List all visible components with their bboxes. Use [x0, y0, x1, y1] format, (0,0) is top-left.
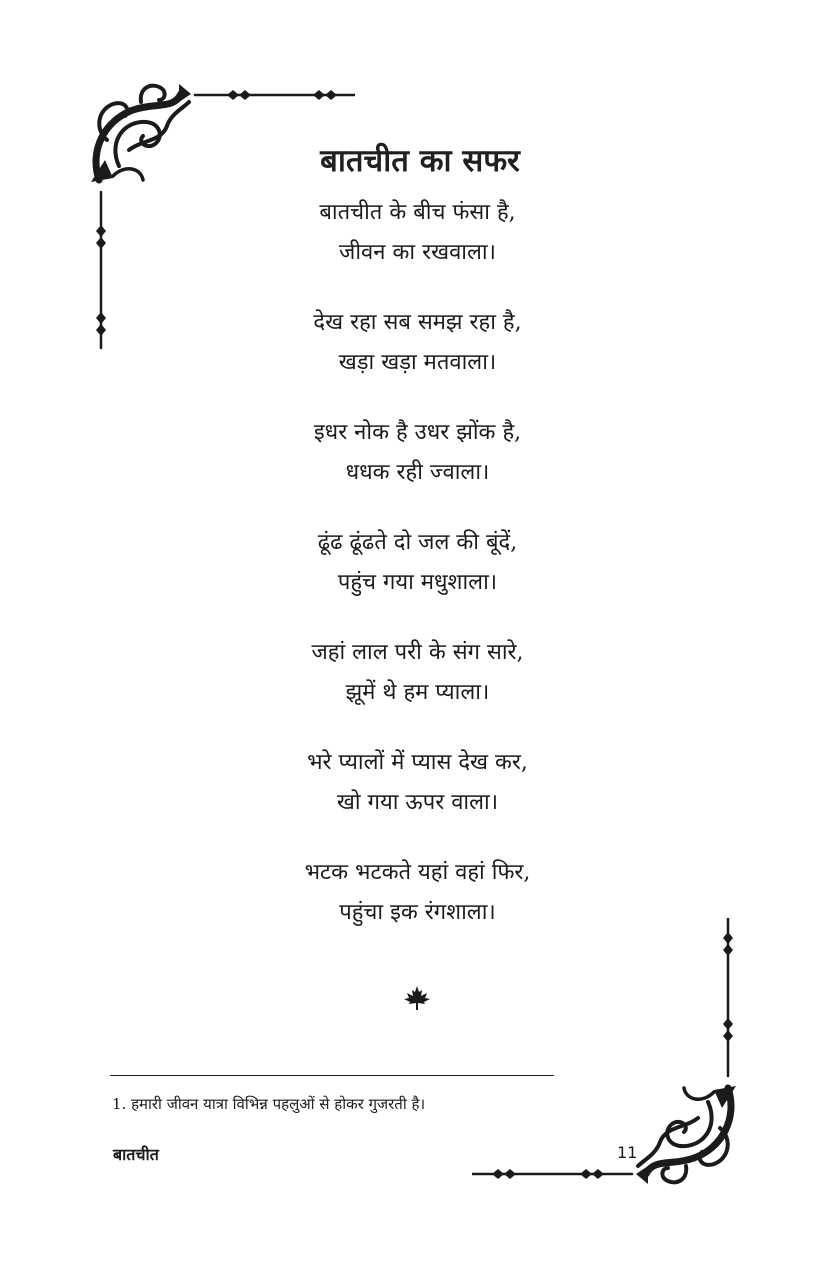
footnote: 1. हमारी जीवन यात्रा विभिन्न पहलुओं से होकर गुजरती है। — [112, 1095, 426, 1113]
poem-line: इधर नोक है उधर झोंक है, — [313, 420, 522, 445]
running-head: बातचीत — [113, 1145, 159, 1164]
poem-body — [240, 193, 595, 963]
poem-line: भरे प्यालों में प्यास देख कर, — [307, 750, 528, 775]
poem-line: धधक रही ज्वाला। — [345, 460, 490, 485]
bottom-right-corner-ornament — [472, 918, 742, 1188]
poem-line: जहां लाल परी के संग सारे, — [311, 640, 524, 665]
poem-line: पहुंच गया मधुशाला। — [337, 570, 498, 595]
maple-leaf-icon — [403, 985, 431, 1011]
poem-line: देख रहा सब समझ रहा है, — [313, 310, 522, 335]
stanza — [240, 193, 595, 273]
stanza — [240, 523, 595, 603]
poem-line: झूमें थे हम प्याला। — [345, 680, 490, 705]
page-number: 11 — [617, 1143, 638, 1162]
poem-line: खड़ा खड़ा मतवाला। — [338, 350, 497, 375]
poem-line: खो गया ऊपर वाला। — [336, 790, 499, 815]
poem-line: भटक भटकते यहां वहां फिर, — [304, 860, 531, 885]
poem-line: जीवन का रखवाला। — [339, 240, 496, 265]
poem-line: बातचीत के बीच फंसा है, — [319, 200, 516, 225]
stanza — [240, 633, 595, 713]
poem-line: ढूंढ ढूंढते दो जल की बूंदें, — [317, 530, 518, 555]
stanza — [240, 413, 595, 493]
stanza — [240, 303, 595, 383]
footnote-divider — [110, 1075, 554, 1076]
poem-title: बातचीत का सफर — [320, 142, 520, 179]
poem-line: पहुंचा इक रंगशाला। — [339, 900, 496, 925]
stanza — [240, 743, 595, 823]
